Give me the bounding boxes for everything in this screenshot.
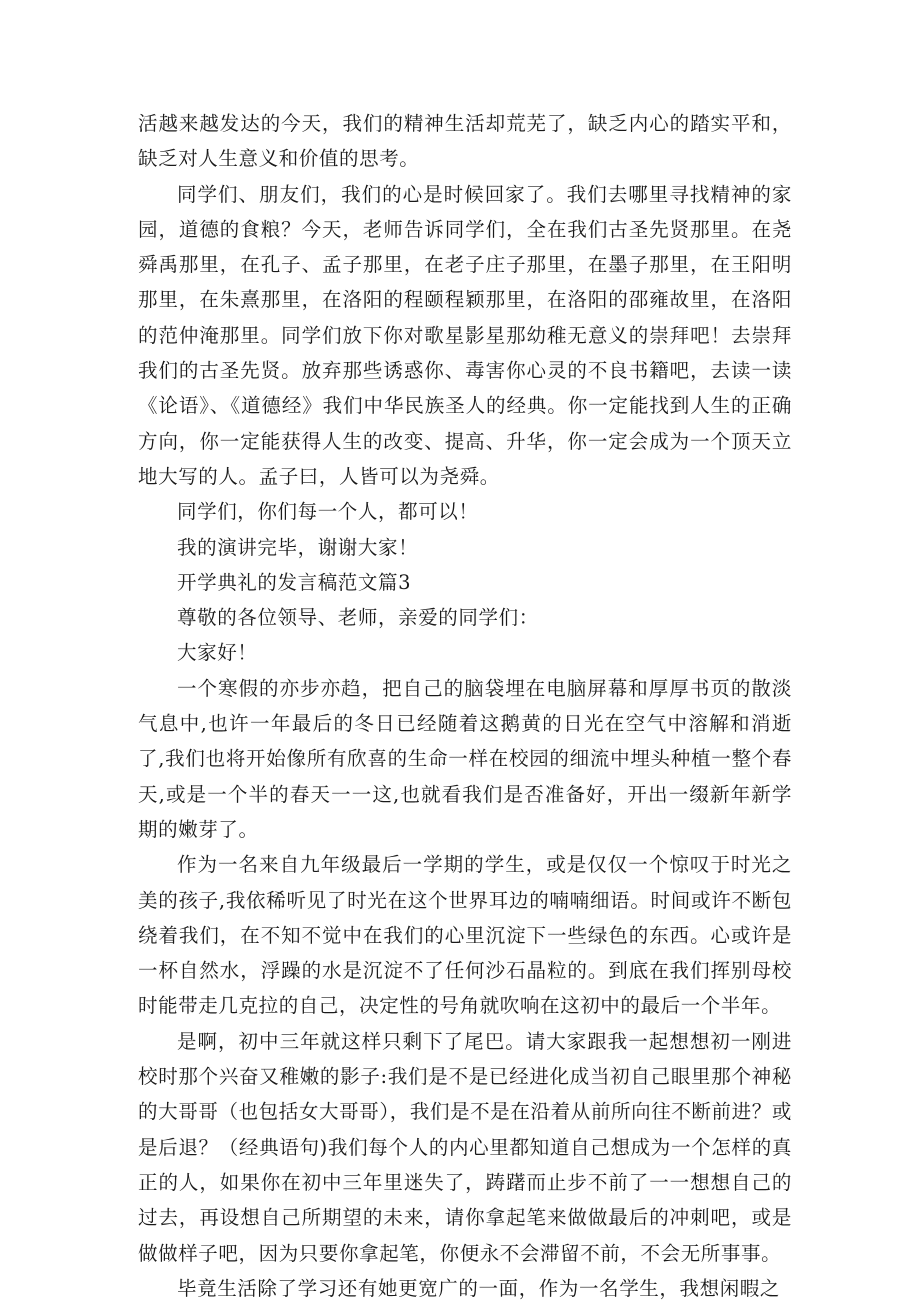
paragraph: 同学们，你们每一个人，都可以！ [177,500,479,524]
paragraph: 活越来越发达的今天，我们的精神生活却荒芜了，缺乏内心的踏实平和，缺乏对人生意义和价值的思考。 [138,112,792,171]
paragraph: 作为一名来自九年级最后一学期的学生，或是仅仅一个惊叹于时光之美的孩子,我依稀听见了时光在这个世界耳边的喃喃细语。时间或许不断包绕着我们，在不知不觉中在我们的心里沉淀下一些绿色的东西。心或许是一杯自然水，浮躁的水是沉淀不了任何沙石晶粒的。到底在我们挥别母校时能带走几克拉的自己，决定性的号角就吹响在这初中的最后一个半年。 [138,853,792,1018]
paragraph: 一个寒假的亦步亦趋，把自己的脑袋埋在电脑屏幕和厚厚书页的散淡气息中,也许一年最后的冬日已经随着这鹅黄的日光在空气中溶解和消逝了,我们也将开始像所有欣喜的生命一样在校园的细流中埋头种植一整个春天,或是一个半的春天一一这,也就看我们是否准备好，开出一缀新年新学期的嫩芽了。 [138,676,792,841]
paragraph: 同学们、朋友们，我们的心是时候回家了。我们去哪里寻找精神的家园，道德的食粮？今天，老师告诉同学们，全在我们古圣先贤那里。在尧舜禹那里，在孔子、孟子那里，在老子庄子那里，在墨子那里，在王阳明那里，在朱熹那里，在洛阳的程颐程颖那里，在洛阳的邵雍故里，在洛阳的范仲淹那里。同学们放下你对歌星影星那幼稚无意义的崇拜吧！去崇拜我们的古圣先贤。放弃那些诱惑你、毒害你心灵的不良书籍吧，去读一读《论语》、《道德经》我们中华民族圣人的经典。你一定能找到人生的正确方向，你一定能获得人生的改变、提高、升华，你一定会成为一个顶天立地大写的人。孟子曰，人皆可以为尧舜。 [138,182,792,488]
greeting: 大家好！ [177,641,258,665]
paragraph: 是啊，初中三年就这样只剩下了尾巴。请大家跟我一起想想初一刚进校时那个兴奋又稚嫩的影子:我们是不是已经进化成当初自己眼里那个神秘的大哥哥（也包括女大哥哥），我们是不是在沿着从前所向往不断前进？或是后退？（经典语句)我们每个人的内心里都知道自己想成为一个怎样的真正的人，如果你在初中三年里迷失了，踌躇而止步不前了一一想想自己的过去，再设想自己所期望的未来，请你拿起笔来做做最后的冲刺吧，或是做做样子吧，因为只要你拿起笔，你便永不会滞留不前，不会无所事事。 [138,1029,792,1265]
paragraph: 毕竟生活除了学习还有她更宽广的一面，作为一名学生，我想闲暇之 [177,1276,781,1300]
section-heading: 开学典礼的发言稿范文篇3 [177,570,412,594]
paragraph: 我的演讲完毕，谢谢大家！ [177,535,419,559]
salutation: 尊敬的各位领导、老师，亲爱的同学们： [177,606,539,630]
document-body [138,106,792,1306]
